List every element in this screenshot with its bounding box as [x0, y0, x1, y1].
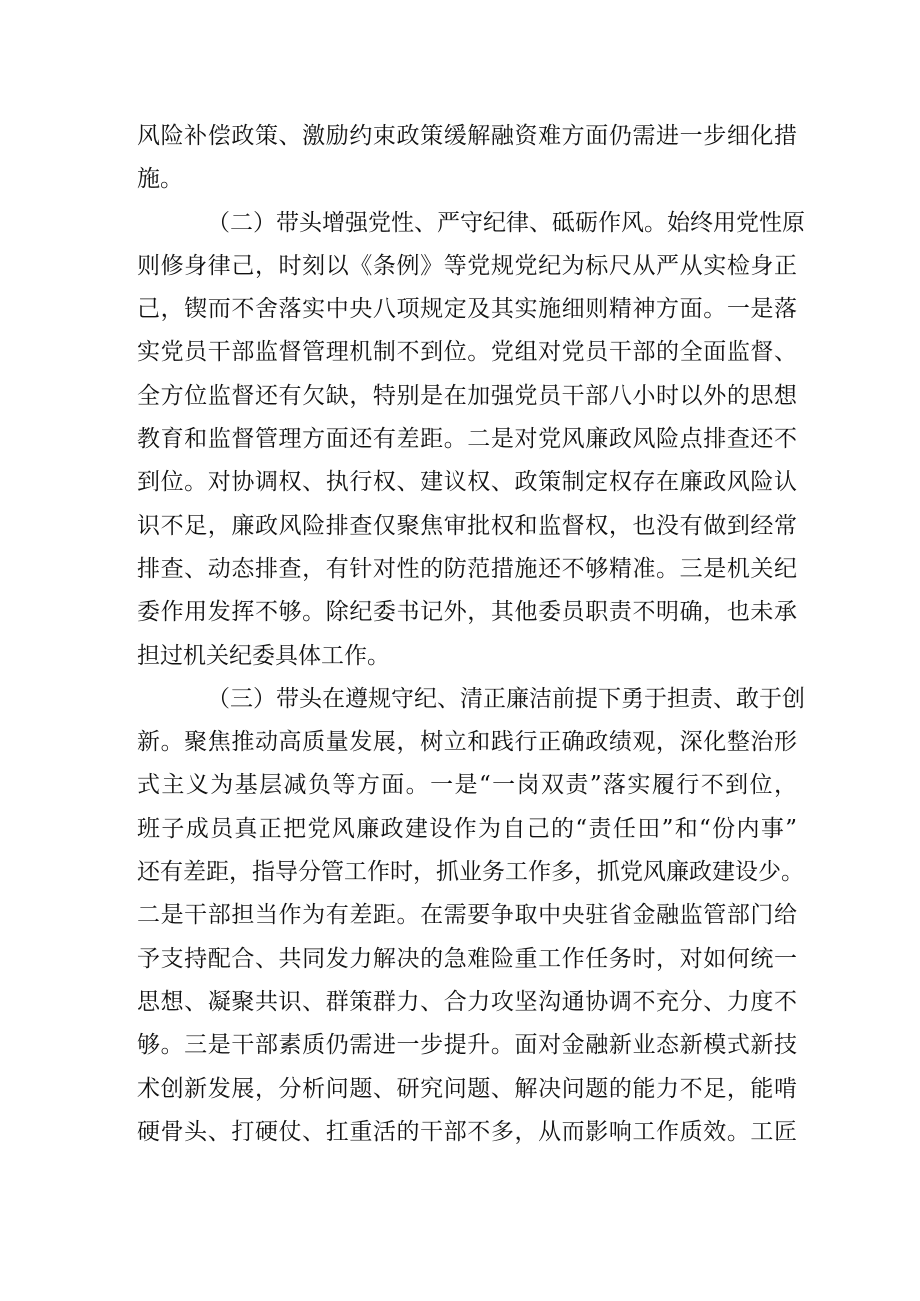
text-line: 式主义为基层减负等方面。一是“一岗双责”落实履行不到位， — [137, 772, 797, 799]
text-line: 够。三是干部素质仍需进一步提升。面对金融新业态新模式新技 — [137, 1032, 797, 1059]
text-line: 还有差距，指导分管工作时，抓业务工作多，抓党风廉政建设少。 — [137, 859, 804, 886]
section-heading-line: （三）带头在遵规守纪、清正廉洁前提下勇于担责、敢于创 — [207, 685, 805, 712]
text-line: 实党员干部监督管理机制不到位。党组对党员干部的全面监督、 — [137, 339, 797, 366]
text-line: 新。聚焦推动高质量发展，树立和践行正确政绩观，深化整治形 — [137, 729, 797, 756]
text-line: 则修身律己，时刻以《条例》等党规党纪为标尺从严从实检身正 — [137, 252, 797, 279]
text-line: 己，锲而不舍落实中央八项规定及其实施细则精神方面。一是落 — [137, 296, 797, 323]
text-line: 思想、凝聚共识、群策群力、合力攻坚沟通协调不充分、力度不 — [137, 988, 797, 1015]
text-line: 到位。对协调权、执行权、建议权、政策制定权存在廉政风险认 — [137, 469, 797, 496]
text-line: 委作用发挥不够。除纪委书记外，其他委员职责不明确，也未承 — [137, 599, 797, 626]
text-line: 予支持配合、共同发力解决的急难险重工作任务时，对如何统一 — [137, 945, 797, 972]
text-line: 担过机关纪委具体工作。 — [137, 642, 390, 669]
text-line: 硬骨头、打硬仗、扛重活的干部不多，从而影响工作质效。工匠 — [137, 1118, 797, 1145]
section-heading-line: （二）带头增强党性、严守纪律、砥砺作风。始终用党性原 — [207, 209, 805, 236]
text-line: 排查、动态排查，有针对性的防范措施还不够精准。三是机关纪 — [137, 555, 797, 582]
text-line: 术创新发展，分析问题、研究问题、解决问题的能力不足，能啃 — [137, 1075, 797, 1102]
text-line: 风险补偿政策、激励约束政策缓解融资难方面仍需进一步细化措 — [137, 123, 797, 149]
text-line: 全方位监督还有欠缺，特别是在加强党员干部八小时以外的思想 — [137, 382, 797, 409]
text-line: 识不足，廉政风险排查仅聚焦审批权和监督权，也没有做到经常 — [137, 512, 797, 539]
text-line: 教育和监督管理方面还有差距。二是对党风廉政风险点排查还不 — [137, 426, 797, 453]
text-line: 班子成员真正把党风廉政建设作为自己的“责任田”和“份内事” — [137, 815, 797, 842]
text-line: 施。 — [137, 166, 183, 193]
body-text — [137, 115, 805, 1154]
text-line: 二是干部担当作为有差距。在需要争取中央驻省金融监管部门给 — [137, 902, 797, 929]
